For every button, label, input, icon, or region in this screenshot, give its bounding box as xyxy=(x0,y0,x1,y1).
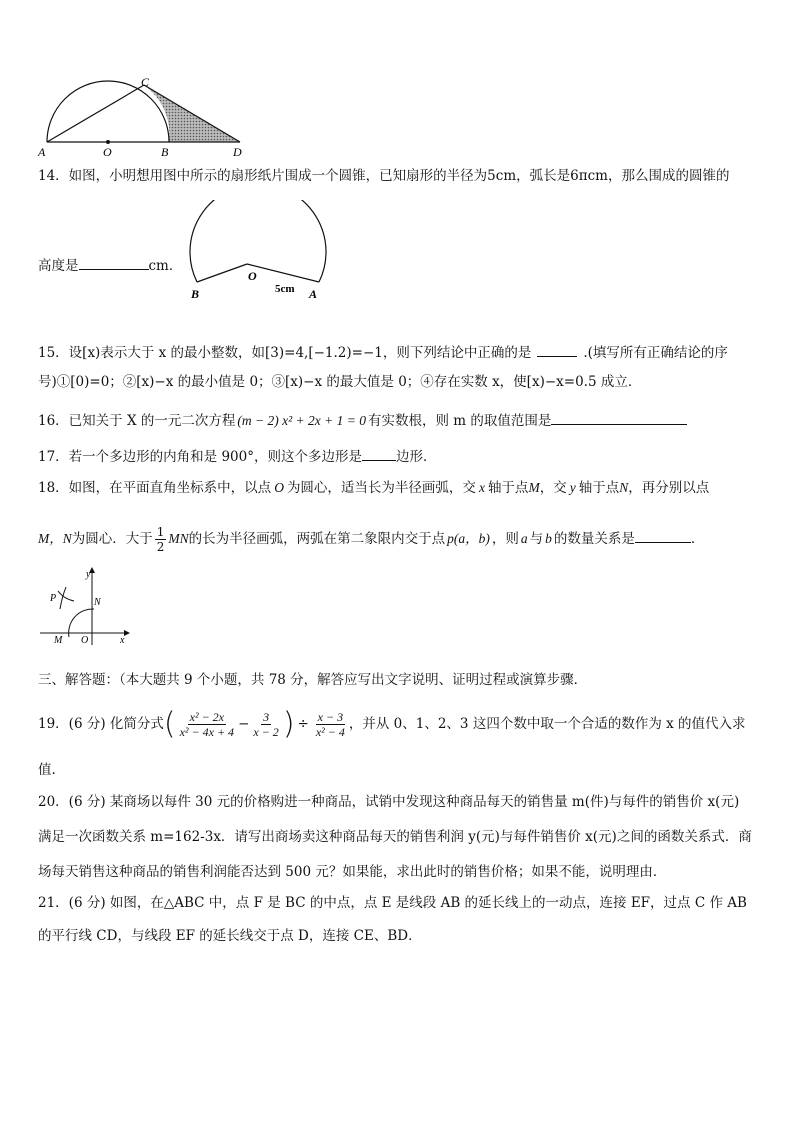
label-b: B xyxy=(161,145,169,159)
q18-var: MN xyxy=(168,531,189,546)
q17-line xyxy=(38,446,437,467)
q18-var: M xyxy=(528,480,540,495)
q18-frac-num: 1 xyxy=(156,525,165,539)
f1-den: x² − 4x + 4 xyxy=(179,725,235,739)
q15-text-b: .(填写所有正确结论的序 xyxy=(583,345,728,361)
sector-label-a: A xyxy=(309,287,318,301)
q21-line1: 21．(6 分) 如图，在△ABC 中，点 F 是 BC 的中点，点 E 是线段 AB 的延长线上的一动点，连接 EF，过点 C 作 AB xyxy=(38,895,747,911)
fig-label-o: O xyxy=(81,635,89,646)
q19-prefix: 19．(6 分) 化简分式 xyxy=(38,716,164,732)
q16-answer-blank[interactable] xyxy=(551,410,687,425)
q14-prefix: 高度是 xyxy=(38,258,79,274)
q18-fraction xyxy=(155,525,167,554)
label-d: D xyxy=(233,145,242,159)
q16-suffix: 有实数根，则 m 的取值范围是 xyxy=(367,413,552,429)
q17-suffix: 边形． xyxy=(396,449,437,465)
semicircle-figure xyxy=(30,78,250,162)
paren-open: ( xyxy=(163,706,176,742)
f3-den: x² − 4 xyxy=(315,725,345,739)
q14-suffix: cm． xyxy=(148,258,183,274)
q18-var: y xyxy=(569,480,576,495)
center-point xyxy=(106,140,110,144)
label-a: A xyxy=(38,145,46,159)
sector-label-radius: 5cm xyxy=(275,283,295,295)
label-o: O xyxy=(103,145,112,159)
fig-label-x: x xyxy=(120,635,125,646)
q18-text: ． xyxy=(690,531,705,547)
q18-text: ，则 xyxy=(491,531,519,547)
q18-var: M，N xyxy=(38,531,72,546)
q18-text: ，交 xyxy=(539,480,567,496)
q19-suffix: ，并从 0、1、2、3 这四个数中取一个合适的数作为 x 的值代入求 xyxy=(348,716,746,732)
q17-answer-blank[interactable] xyxy=(362,446,396,461)
q18-var: N xyxy=(619,480,629,495)
sector-figure xyxy=(185,200,330,304)
q18-text: 轴于点 xyxy=(487,480,529,496)
sector-label-o: O xyxy=(248,269,257,283)
q16-equation: (m − 2) x² + 2x + 1 = 0 xyxy=(237,413,366,428)
radius-oa xyxy=(247,264,319,282)
x-arrow xyxy=(124,630,130,636)
q15-text-a: 15．设[x)表示大于 x 的最小整数，如[3)=4,[−1.2)=−1，则下列结论中正确的是 xyxy=(38,345,532,361)
q18-answer-blank[interactable] xyxy=(635,528,691,543)
q18-var: x xyxy=(478,480,485,495)
q16-prefix: 16．已知关于 X 的一元二次方程 xyxy=(38,413,236,429)
q19-op: − xyxy=(238,716,250,732)
chord-ac xyxy=(47,85,144,142)
q19-fraction-1 xyxy=(178,710,236,739)
paren-close: ) xyxy=(282,706,295,742)
q18-text: ，再分别以点 xyxy=(628,480,710,496)
q15-line1 xyxy=(38,342,728,363)
q17-prefix: 17．若一个多边形的内角和是 900°，则这个多边形是 xyxy=(38,449,362,465)
q18-var: p(a，b) xyxy=(447,531,490,546)
q18-var: a xyxy=(520,531,528,546)
q19-line2: 值. xyxy=(38,762,56,778)
q18-line1 xyxy=(38,478,709,498)
f2-den: x − 2 xyxy=(253,725,279,739)
f1-num: x² − 2x xyxy=(189,710,225,724)
q18-text: 的数量关系是 xyxy=(553,531,635,547)
q15-line2: 号)①[0)=0；②[x)−x 的最小值是 0；③[x)−x 的最大值是 0；④存在实数 x，使[x)−x=0.5 成立． xyxy=(38,374,642,390)
q19-fraction-2 xyxy=(251,710,280,739)
q18-text: 为圆心．大于 xyxy=(71,531,153,547)
q21-line2: 的平行线 CD，与线段 EF 的延长线交于点 D，连接 CE、BD． xyxy=(38,928,422,944)
section-3-heading: 三、解答题：（本大题共 9 个小题，共 78 分，解答应写出文字说明、证明过程或演算步骤． xyxy=(38,672,588,688)
sector-arc xyxy=(190,200,326,282)
q18-var: O xyxy=(274,480,284,495)
fig-label-p: P xyxy=(50,593,57,604)
q18-text: 轴于点 xyxy=(578,480,620,496)
coordinate-figure xyxy=(36,565,136,647)
fig-label-n: N xyxy=(94,597,101,608)
q18-text: 与 xyxy=(529,531,544,547)
f3-num: x − 3 xyxy=(317,710,344,724)
q19-fraction-3 xyxy=(314,710,347,739)
q20-line2: 满足一次函数关系 m=162-3x．请写出商场卖这种商品每天的销售利润 y(元)与每件销售价 x(元)之间的函数关系式．商 xyxy=(38,829,752,845)
q18-text: 为圆心，适当长为半径画弧，交 xyxy=(286,480,476,496)
q14-line1: 14．如图，小明想用图中所示的扇形纸片围成一个圆锥，已知扇形的半径为5cm，弧长是6πcm，那么围成的圆锥的 xyxy=(38,168,730,184)
arc-from-m xyxy=(58,591,74,601)
radius-ob xyxy=(197,264,247,282)
q15-answer-blank[interactable] xyxy=(537,342,577,357)
q18-line2 xyxy=(38,522,704,556)
fig-label-y: y xyxy=(86,569,91,580)
q20-line3: 场每天销售这种商品的销售利润能否达到 500 元？如果能，求出此时的销售价格；如果不能，说明理由． xyxy=(38,864,667,880)
f2-num: 3 xyxy=(263,710,270,724)
q18-var: b xyxy=(545,531,552,546)
q19-line1 xyxy=(38,700,746,748)
q14-answer-blank[interactable] xyxy=(79,255,149,270)
q18-text: 18．如图，在平面直角坐标系中，以点 xyxy=(38,480,272,496)
q18-frac-den: 2 xyxy=(156,540,165,554)
q16-line xyxy=(38,410,687,431)
q19-op: ÷ xyxy=(297,716,309,732)
q18-text: 的长为半径画弧，两弧在第二象限内交于点 xyxy=(188,531,446,547)
q20-line1: 20．(6 分) 某商场以每件 30 元的价格购进一种商品，试销中发现这种商品每天的销售量 m(件)与每件的销售价 x(元) xyxy=(38,794,740,810)
fig-label-m: M xyxy=(54,635,63,646)
label-c: C xyxy=(141,78,150,89)
sector-label-b: B xyxy=(191,287,200,301)
q14-line2 xyxy=(38,255,182,276)
